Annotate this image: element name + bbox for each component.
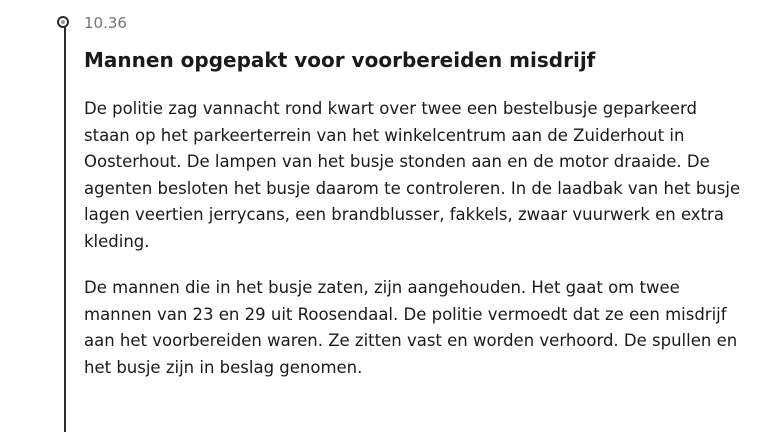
entry-headline: Mannen opgepakt voor voorbereiden misdrijf	[84, 48, 596, 72]
entry-paragraph-1: De politie zag vannacht rond kwart over twee een bestelbusje geparkeerd staan op het parkeerterrein van het winkelcentrum aan de Zuiderhout in Oosterhout. De lampen van het busje stonden aan en de motor draaide. De agenten besloten het busje daarom te controleren. In de laadbak van het busje lagen veertien jerrycans, een brandblusser, fakkels, zwaar vuurwerk en extra kleding.	[84, 99, 741, 251]
timeline-dot-icon	[57, 16, 69, 28]
entry-timestamp: 10.36	[84, 14, 127, 32]
entry-paragraph-2: De mannen die in het busje zaten, zijn aangehouden. Het gaat om twee mannen van 23 en 29 uit Roosendaal. De politie vermoedt dat ze een misdrijf aan het voorbereiden waren. Ze zitten vast en worden verhoord. De spullen en het busje zijn in beslag genomen.	[84, 278, 738, 377]
liveblog-entry	[84, 12, 744, 381]
timeline-line	[64, 24, 66, 432]
